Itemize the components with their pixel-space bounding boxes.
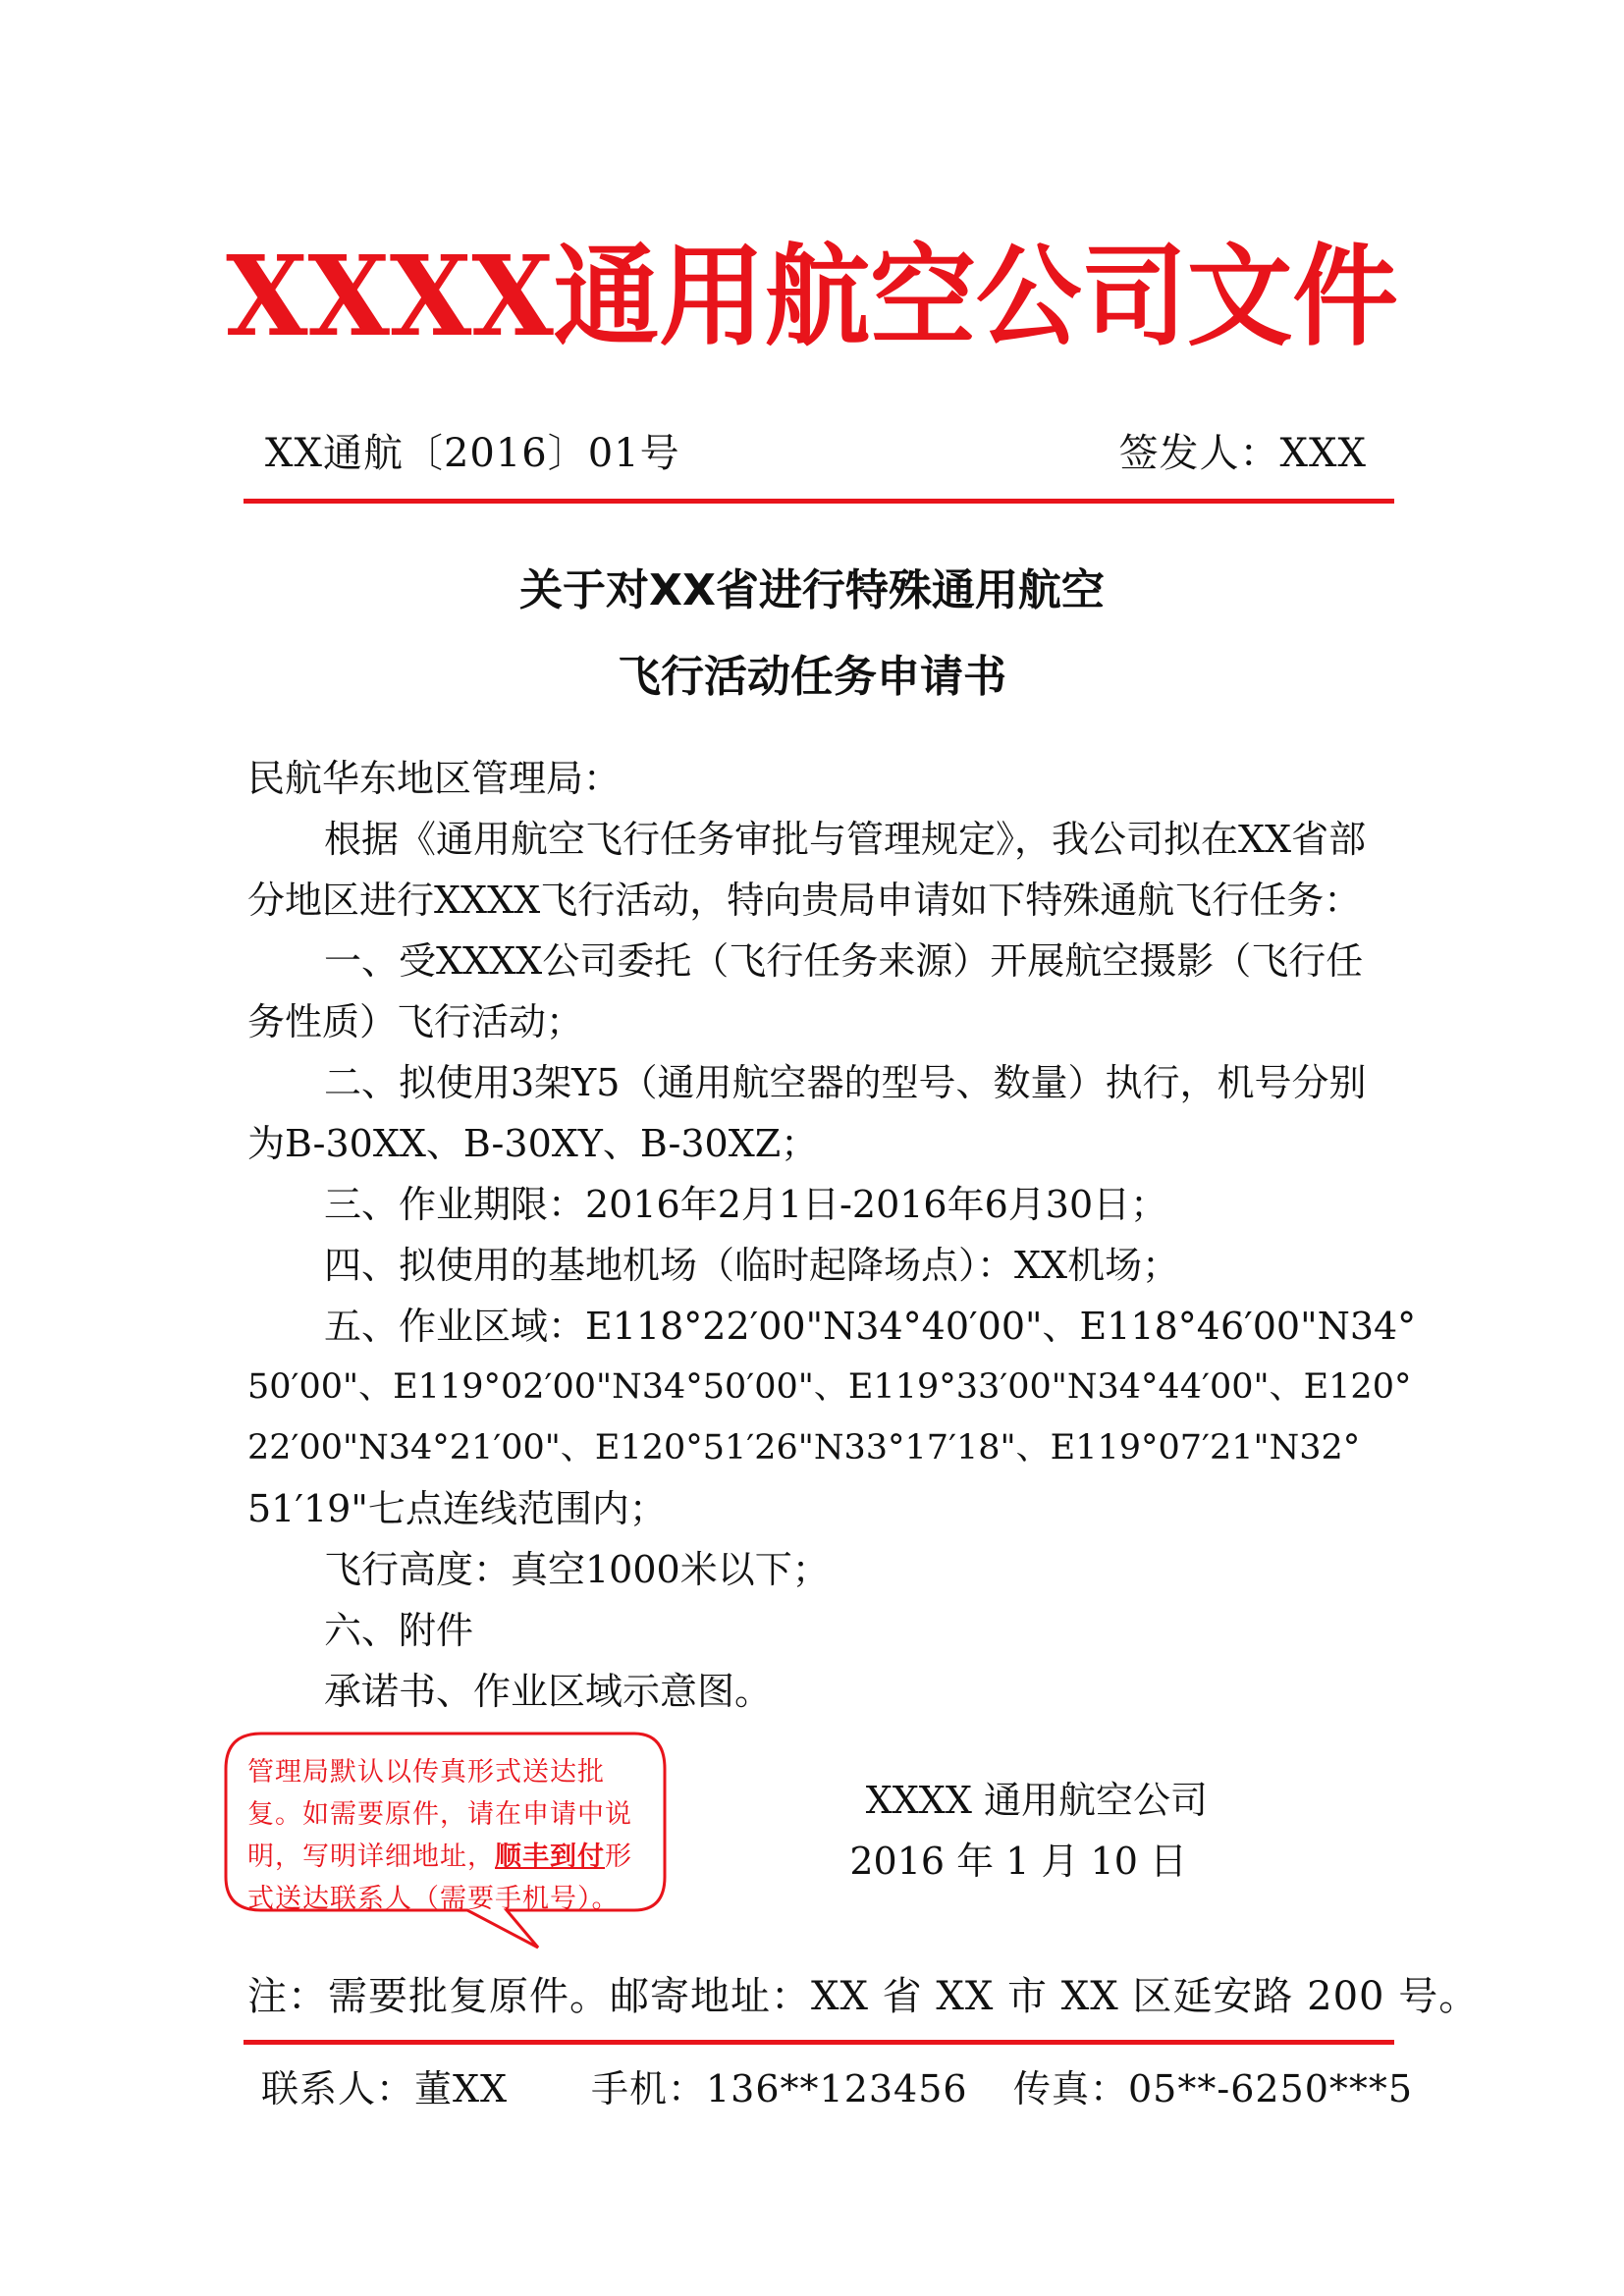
item-5-cont-2: 22′00"N34°21′00"、E120°51′26"N33°17′18"、E119°07′21"N32° [247, 1428, 1361, 1468]
document-number: XX通航〔2016〕01号 [265, 431, 680, 476]
header-divider [244, 499, 1394, 504]
document-title-line-1: 关于对XX省进行特殊通用航空 [519, 565, 1105, 615]
body-paragraph-1-cont: 分地区进行XXXX飞行活动，特向贵局申请如下特殊通航飞行任务： [247, 879, 1362, 922]
flight-altitude: 飞行高度：真空1000米以下； [324, 1548, 830, 1591]
item-5-cont-3: 51′19"七点连线范围内； [247, 1487, 667, 1530]
item-2-cont: 为B-30XX、B-30XY、B-30XZ； [247, 1122, 819, 1165]
item-1: 一、受XXXX公司委托（飞行任务来源）开展航空摄影（飞行任 [324, 939, 1364, 983]
mailing-note: 注：需要批复原件。邮寄地址：XX 省 XX 市 XX 区延安路 200 号。 [247, 1974, 1480, 2019]
item-3: 三、作业期限：2016年2月1日-2016年6月30日； [324, 1183, 1168, 1226]
attachments: 承诺书、作业区域示意图。 [324, 1670, 773, 1713]
footer-divider [244, 2040, 1394, 2045]
addressee: 民航华东地区管理局： [247, 757, 622, 800]
signature-company: XXXX 通用航空公司 [865, 1779, 1208, 1822]
item-1-cont: 务性质）飞行活动； [247, 1000, 584, 1043]
item-5-cont-1: 50′00"、E119°02′00"N34°50′00"、E119°33′00"N34°44′00"、E120° [247, 1367, 1412, 1407]
callout-emphasis: 顺丰到付 [495, 1842, 605, 1872]
body-paragraph-1: 根据《通用航空飞行任务审批与管理规定》，我公司拟在XX省部 [324, 818, 1367, 861]
callout-text-part-1: 管理局默认以传真形式送达批复。如需要原件，请在申请中说明，写明详细地址， [247, 1757, 632, 1872]
item-5: 五、作业区域：E118°22′00"N34°40′00"、E118°46′00"N34° [324, 1305, 1417, 1348]
document-title-line-2: 飞行活动任务申请书 [618, 652, 1006, 702]
letterhead-title: XXXX通用航空公司文件 [226, 233, 1398, 361]
item-4: 四、拟使用的基地机场（临时起降场点）：XX机场； [324, 1244, 1180, 1287]
callout-text [247, 1751, 652, 1920]
contact-fax: 传真：05**-6250***5 [1013, 2067, 1414, 2110]
item-2: 二、拟使用3架Y5（通用航空器的型号、数量）执行，机号分别 [324, 1061, 1367, 1104]
item-6: 六、附件 [324, 1609, 474, 1652]
signer: 签发人：XXX [1118, 431, 1367, 476]
callout-bubble [222, 1730, 669, 1950]
signature-date: 2016 年 1 月 10 日 [849, 1840, 1187, 1883]
callout-text-part-2: 形式送达联系人（需要手机号）。 [247, 1842, 632, 1914]
contact-phone: 手机：136**123456 [591, 2067, 968, 2110]
contact-person: 联系人：董XX [261, 2067, 509, 2110]
